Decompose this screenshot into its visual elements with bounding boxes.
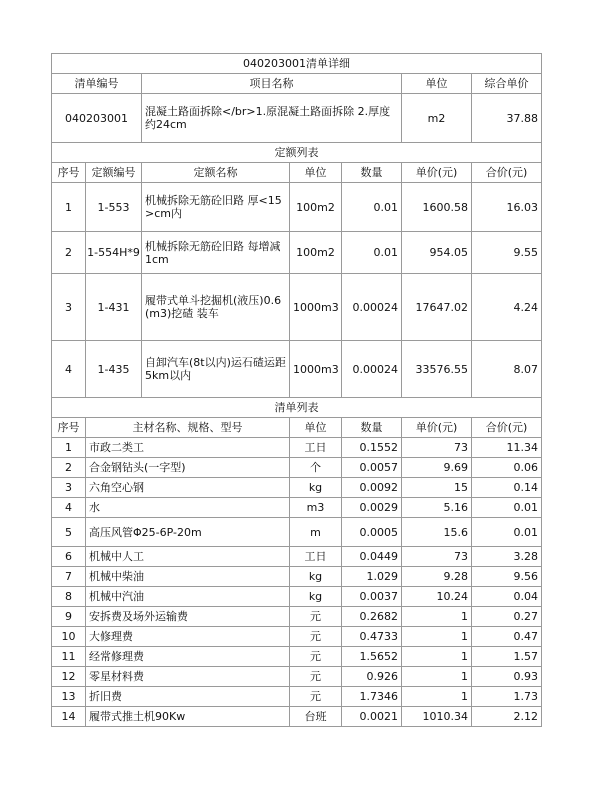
- quota-header-unit: 单位: [290, 163, 342, 183]
- material-index: 13: [52, 687, 86, 707]
- material-name: 经常修理费: [86, 647, 290, 667]
- material-unit: 元: [290, 647, 342, 667]
- material-row: [52, 667, 542, 687]
- quota-header-unit-price: 单价(元): [402, 163, 472, 183]
- quota-name: 自卸汽车(8t以内)运石碴运距5km以内: [142, 341, 290, 398]
- material-index: 9: [52, 607, 86, 627]
- quota-qty: 0.01: [342, 232, 402, 274]
- materials-section-title: 清单列表: [52, 398, 542, 418]
- material-index: 8: [52, 587, 86, 607]
- summary-header-row: [52, 74, 542, 94]
- material-name: 合金钢钻头(一字型): [86, 458, 290, 478]
- materials-section-row: [52, 398, 542, 418]
- material-row: [52, 478, 542, 498]
- material-qty: 0.4733: [342, 627, 402, 647]
- material-qty: 0.0029: [342, 498, 402, 518]
- material-unit: kg: [290, 478, 342, 498]
- material-qty: 0.0037: [342, 587, 402, 607]
- material-unit-price: 1: [402, 687, 472, 707]
- material-unit-price: 1: [402, 647, 472, 667]
- material-unit: 工日: [290, 547, 342, 567]
- material-row: [52, 518, 542, 547]
- quota-name: 机械拆除无筋砼旧路 厚<15>cm内: [142, 183, 290, 232]
- material-unit-price: 1010.34: [402, 707, 472, 727]
- material-unit: m: [290, 518, 342, 547]
- quota-header-index: 序号: [52, 163, 86, 183]
- quota-unit: 1000m3: [290, 341, 342, 398]
- material-unit: m3: [290, 498, 342, 518]
- quota-total: 9.55: [472, 232, 542, 274]
- material-unit-price: 73: [402, 438, 472, 458]
- summary-header-unit: 单位: [402, 74, 472, 94]
- materials-header-row: [52, 418, 542, 438]
- quota-header-row: [52, 163, 542, 183]
- material-qty: 0.0449: [342, 547, 402, 567]
- summary-price: 37.88: [472, 94, 542, 143]
- material-qty: 0.1552: [342, 438, 402, 458]
- quota-header-total: 合价(元): [472, 163, 542, 183]
- material-row: [52, 498, 542, 518]
- quota-total: 16.03: [472, 183, 542, 232]
- material-qty: 0.0005: [342, 518, 402, 547]
- material-index: 3: [52, 478, 86, 498]
- materials-header-unit: 单位: [290, 418, 342, 438]
- quota-index: 3: [52, 274, 86, 341]
- quota-unit-price: 33576.55: [402, 341, 472, 398]
- material-total: 3.28: [472, 547, 542, 567]
- quota-qty: 0.01: [342, 183, 402, 232]
- material-index: 12: [52, 667, 86, 687]
- material-index: 2: [52, 458, 86, 478]
- material-unit: 工日: [290, 438, 342, 458]
- summary-unit: m2: [402, 94, 472, 143]
- quota-unit-price: 1600.58: [402, 183, 472, 232]
- material-row: [52, 627, 542, 647]
- material-unit-price: 15.6: [402, 518, 472, 547]
- quota-row: [52, 341, 542, 398]
- quota-unit: 100m2: [290, 232, 342, 274]
- summary-header-code: 清单编号: [52, 74, 142, 94]
- material-total: 11.34: [472, 438, 542, 458]
- material-row: [52, 647, 542, 667]
- material-unit-price: 1: [402, 627, 472, 647]
- material-unit-price: 1: [402, 607, 472, 627]
- material-qty: 0.926: [342, 667, 402, 687]
- materials-header-total: 合价(元): [472, 418, 542, 438]
- material-total: 0.06: [472, 458, 542, 478]
- material-row: [52, 438, 542, 458]
- quota-unit: 1000m3: [290, 274, 342, 341]
- materials-header-qty: 数量: [342, 418, 402, 438]
- material-qty: 1.7346: [342, 687, 402, 707]
- material-unit-price: 5.16: [402, 498, 472, 518]
- material-qty: 0.2682: [342, 607, 402, 627]
- quota-code: 1-554H*9: [86, 232, 142, 274]
- material-index: 11: [52, 647, 86, 667]
- material-name: 零星材料费: [86, 667, 290, 687]
- material-total: 1.73: [472, 687, 542, 707]
- material-unit: 个: [290, 458, 342, 478]
- material-total: 0.01: [472, 498, 542, 518]
- quota-unit-price: 17647.02: [402, 274, 472, 341]
- material-total: 0.27: [472, 607, 542, 627]
- material-total: 1.57: [472, 647, 542, 667]
- quota-index: 2: [52, 232, 86, 274]
- quota-total: 8.07: [472, 341, 542, 398]
- material-row: [52, 687, 542, 707]
- material-name: 安拆费及场外运输费: [86, 607, 290, 627]
- material-row: [52, 458, 542, 478]
- material-qty: 0.0092: [342, 478, 402, 498]
- material-name: 大修理费: [86, 627, 290, 647]
- summary-header-name: 项目名称: [142, 74, 402, 94]
- material-index: 7: [52, 567, 86, 587]
- material-index: 5: [52, 518, 86, 547]
- material-unit: kg: [290, 587, 342, 607]
- material-unit-price: 10.24: [402, 587, 472, 607]
- material-index: 4: [52, 498, 86, 518]
- materials-header-name: 主材名称、规格、型号: [86, 418, 290, 438]
- quota-code: 1-435: [86, 341, 142, 398]
- material-total: 0.93: [472, 667, 542, 687]
- material-unit: 元: [290, 687, 342, 707]
- quota-row: [52, 183, 542, 232]
- material-total: 0.01: [472, 518, 542, 547]
- material-row: [52, 707, 542, 727]
- material-name: 机械中汽油: [86, 587, 290, 607]
- quota-section-row: [52, 143, 542, 163]
- material-index: 1: [52, 438, 86, 458]
- quota-header-qty: 数量: [342, 163, 402, 183]
- material-index: 10: [52, 627, 86, 647]
- quota-header-name: 定额名称: [142, 163, 290, 183]
- quota-section-title: 定额列表: [52, 143, 542, 163]
- material-unit-price: 1: [402, 667, 472, 687]
- material-total: 0.47: [472, 627, 542, 647]
- material-unit: kg: [290, 567, 342, 587]
- material-name: 机械中人工: [86, 547, 290, 567]
- quota-total: 4.24: [472, 274, 542, 341]
- material-unit-price: 73: [402, 547, 472, 567]
- quota-qty: 0.00024: [342, 274, 402, 341]
- material-qty: 1.5652: [342, 647, 402, 667]
- material-name: 折旧费: [86, 687, 290, 707]
- material-total: 0.04: [472, 587, 542, 607]
- material-qty: 0.0021: [342, 707, 402, 727]
- material-name: 六角空心钢: [86, 478, 290, 498]
- material-index: 6: [52, 547, 86, 567]
- material-unit: 元: [290, 627, 342, 647]
- material-row: [52, 547, 542, 567]
- title-row: [52, 54, 542, 74]
- material-name: 水: [86, 498, 290, 518]
- material-name: 高压风管Φ25-6P-20m: [86, 518, 290, 547]
- material-qty: 1.029: [342, 567, 402, 587]
- material-total: 2.12: [472, 707, 542, 727]
- quota-code: 1-431: [86, 274, 142, 341]
- summary-name: 混凝土路面拆除</br>1.原混凝土路面拆除 2.厚度约24cm: [142, 94, 402, 143]
- material-name: 市政二类工: [86, 438, 290, 458]
- material-row: [52, 587, 542, 607]
- material-name: 履带式推土机90Kw: [86, 707, 290, 727]
- page-title: 040203001清单详细: [52, 54, 542, 74]
- material-unit-price: 9.69: [402, 458, 472, 478]
- material-unit: 元: [290, 607, 342, 627]
- material-total: 0.14: [472, 478, 542, 498]
- quota-header-code: 定额编号: [86, 163, 142, 183]
- quota-index: 1: [52, 183, 86, 232]
- bill-detail-table: [51, 53, 542, 727]
- material-total: 9.56: [472, 567, 542, 587]
- material-qty: 0.0057: [342, 458, 402, 478]
- quota-qty: 0.00024: [342, 341, 402, 398]
- material-unit-price: 9.28: [402, 567, 472, 587]
- quota-code: 1-553: [86, 183, 142, 232]
- materials-header-index: 序号: [52, 418, 86, 438]
- materials-header-unit-price: 单价(元): [402, 418, 472, 438]
- quota-name: 机械拆除无筋砼旧路 每增减1cm: [142, 232, 290, 274]
- material-name: 机械中柴油: [86, 567, 290, 587]
- material-row: [52, 607, 542, 627]
- summary-row: [52, 94, 542, 143]
- quota-name: 履带式单斗挖掘机(液压)0.6(m3)挖碴 装车: [142, 274, 290, 341]
- quota-unit-price: 954.05: [402, 232, 472, 274]
- quota-row: [52, 274, 542, 341]
- quota-row: [52, 232, 542, 274]
- quota-unit: 100m2: [290, 183, 342, 232]
- material-unit-price: 15: [402, 478, 472, 498]
- material-unit: 元: [290, 667, 342, 687]
- summary-header-price: 综合单价: [472, 74, 542, 94]
- material-index: 14: [52, 707, 86, 727]
- quota-index: 4: [52, 341, 86, 398]
- material-row: [52, 567, 542, 587]
- material-unit: 台班: [290, 707, 342, 727]
- summary-code: 040203001: [52, 94, 142, 143]
